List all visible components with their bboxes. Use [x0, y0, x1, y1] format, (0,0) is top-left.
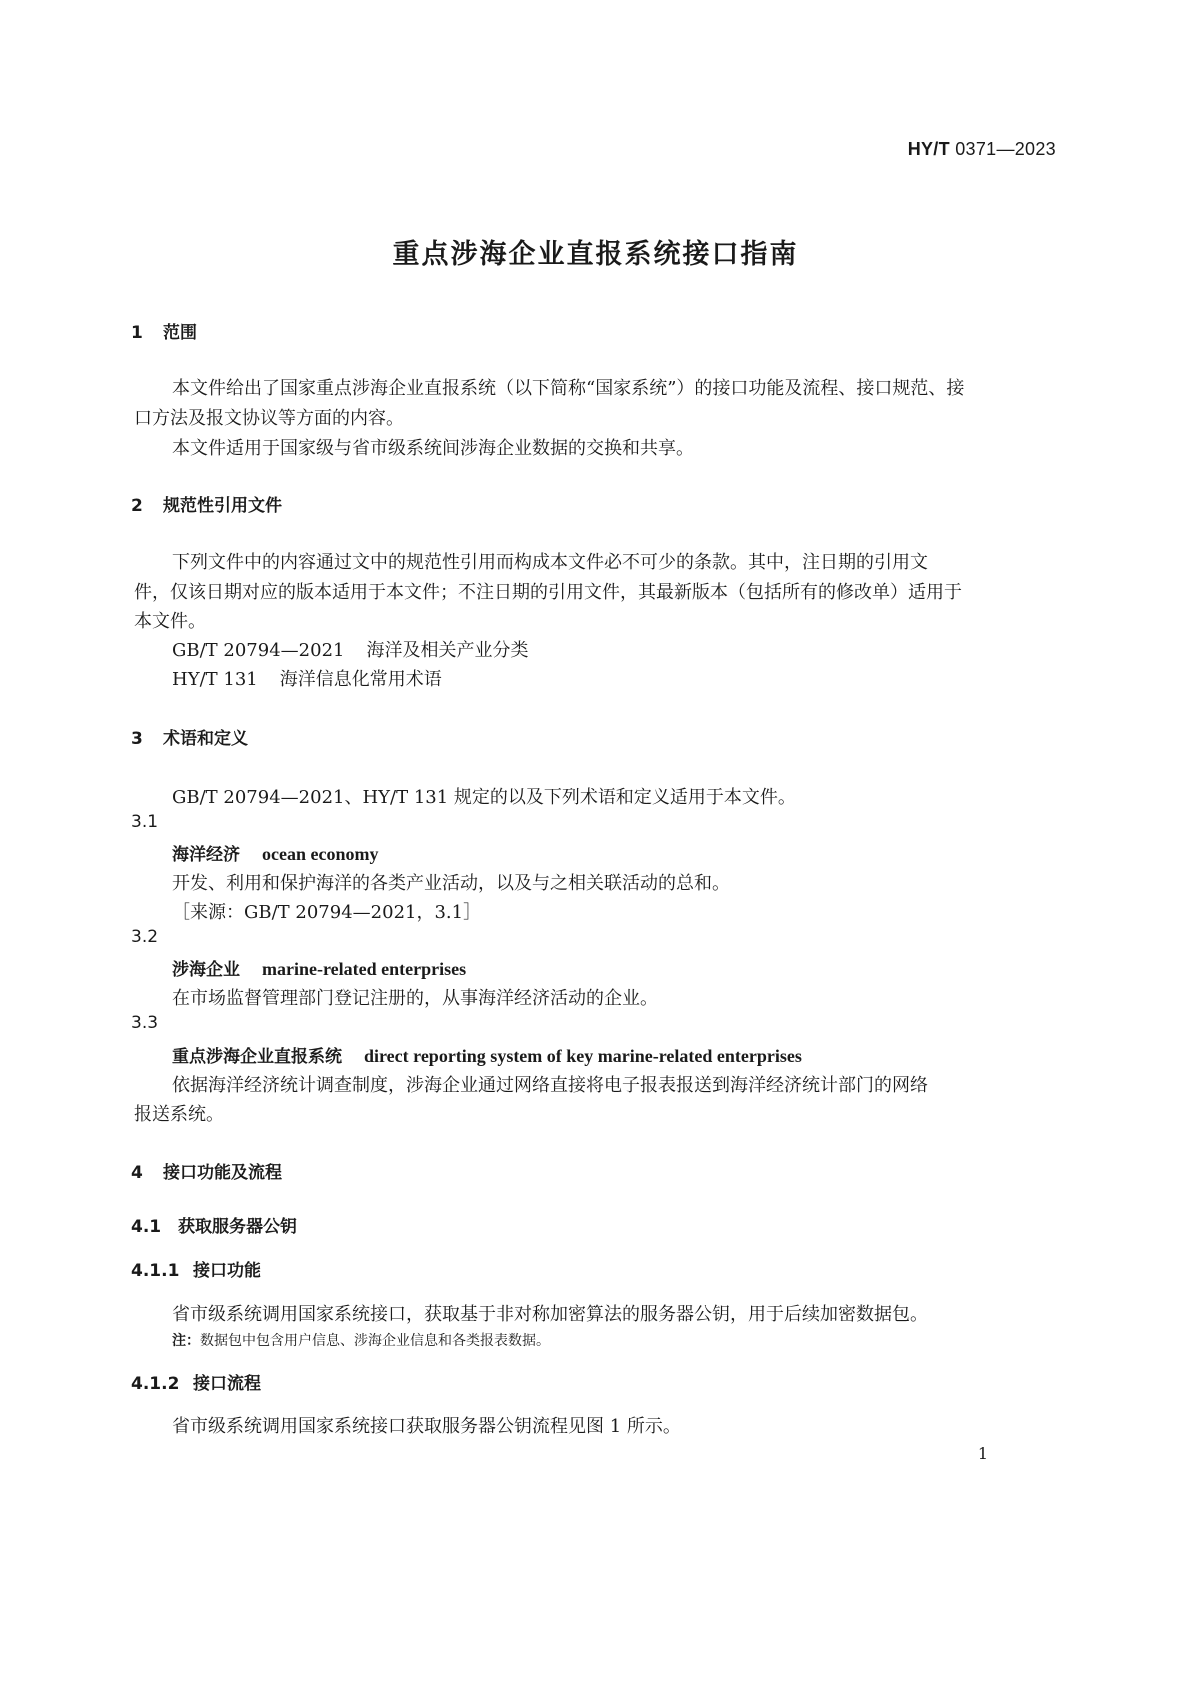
normative-reference	[172, 665, 442, 691]
term-en: marine-related enterprises	[262, 959, 467, 979]
section-title: 接口功能	[193, 1261, 261, 1281]
section-number: 4.1.1	[131, 1261, 180, 1281]
term-heading	[172, 1042, 802, 1067]
term-heading	[172, 840, 378, 865]
note-label: 注：	[172, 1333, 200, 1349]
reference-title: 海洋信息化常用术语	[279, 669, 442, 690]
section-title: 接口功能及流程	[163, 1163, 282, 1183]
page-number: 1	[977, 1444, 988, 1463]
standard-prefix: HY/T	[907, 139, 950, 159]
s1-paragraph: 本文件适用于国家级与省市级系统间涉海企业数据的交换和共享。	[172, 438, 694, 459]
section-number: 4.1	[131, 1217, 162, 1237]
subsection-4-1-1-heading	[131, 1256, 261, 1281]
reference-code: HY/T 131	[172, 669, 258, 690]
term-number: 3.3	[131, 1013, 159, 1033]
note-text: 数据包中包含用户信息、涉海企业信息和各类报表数据。	[200, 1333, 550, 1349]
section-number: 3	[131, 729, 143, 749]
term-en: ocean economy	[262, 844, 379, 864]
subsection-4-1-heading	[131, 1212, 297, 1237]
s3-intro: GB/T 20794—2021、HY/T 131 规定的以及下列术语和定义适用于本文件。	[172, 787, 796, 808]
term-number: 3.1	[131, 812, 159, 832]
section-title: 接口流程	[193, 1374, 261, 1394]
term-zh: 重点涉海企业直报系统	[172, 1047, 342, 1067]
section-number: 1	[131, 323, 143, 343]
s1-paragraph-line: 本文件给出了国家重点涉海企业直报系统（以下简称“国家系统”）的接口功能及流程、接口规范、接	[172, 378, 965, 399]
term-zh: 涉海企业	[172, 960, 240, 980]
subsection-4-1-2-heading	[131, 1369, 261, 1394]
section-title: 范围	[163, 323, 197, 343]
term-definition: 开发、利用和保护海洋的各类产业活动，以及与之相关联活动的总和。	[172, 873, 730, 894]
s411-paragraph: 省市级系统调用国家系统接口，获取基于非对称加密算法的服务器公钥，用于后续加密数据包。	[172, 1304, 928, 1325]
section-2-heading	[131, 491, 282, 516]
section-title: 规范性引用文件	[163, 496, 282, 516]
term-definition: 报送系统。	[134, 1104, 224, 1125]
standard-code	[908, 139, 1056, 160]
reference-title: 海洋及相关产业分类	[366, 640, 529, 661]
term-number: 3.2	[131, 927, 159, 947]
note	[172, 1330, 550, 1350]
section-title: 术语和定义	[163, 729, 248, 749]
document-title: 重点涉海企业直报系统接口指南	[392, 239, 799, 270]
s412-paragraph: 省市级系统调用国家系统接口获取服务器公钥流程见图 1 所示。	[172, 1416, 681, 1437]
section-3-heading	[131, 724, 248, 749]
standard-number: 0371—2023	[955, 139, 1056, 159]
section-1-heading	[131, 318, 197, 343]
normative-reference	[172, 636, 528, 662]
s1-paragraph-line: 口方法及报文协议等方面的内容。	[134, 408, 404, 429]
section-4-heading	[131, 1158, 282, 1183]
section-number: 4	[131, 1163, 143, 1183]
section-number: 2	[131, 496, 143, 516]
section-number: 4.1.2	[131, 1374, 180, 1394]
term-definition: 依据海洋经济统计调查制度，涉海企业通过网络直接将电子报表报送到海洋经济统计部门的网络	[172, 1075, 928, 1096]
section-title: 获取服务器公钥	[178, 1217, 297, 1237]
term-zh: 海洋经济	[172, 845, 240, 865]
s2-paragraph-line: 本文件。	[134, 611, 206, 632]
term-en: direct reporting system of key marine-related enterprises	[364, 1046, 802, 1066]
s2-paragraph-line: 件，仅该日期对应的版本适用于本文件；不注日期的引用文件，其最新版本（包括所有的修改单）适用于	[134, 582, 962, 603]
reference-code: GB/T 20794—2021	[172, 640, 345, 661]
s2-paragraph-line: 下列文件中的内容通过文中的规范性引用而构成本文件必不可少的条款。其中，注日期的引用文	[172, 552, 928, 573]
term-source: ［来源：GB/T 20794—2021，3.1］	[172, 902, 482, 923]
term-heading	[172, 955, 466, 980]
term-definition: 在市场监督管理部门登记注册的，从事海洋经济活动的企业。	[172, 988, 658, 1009]
